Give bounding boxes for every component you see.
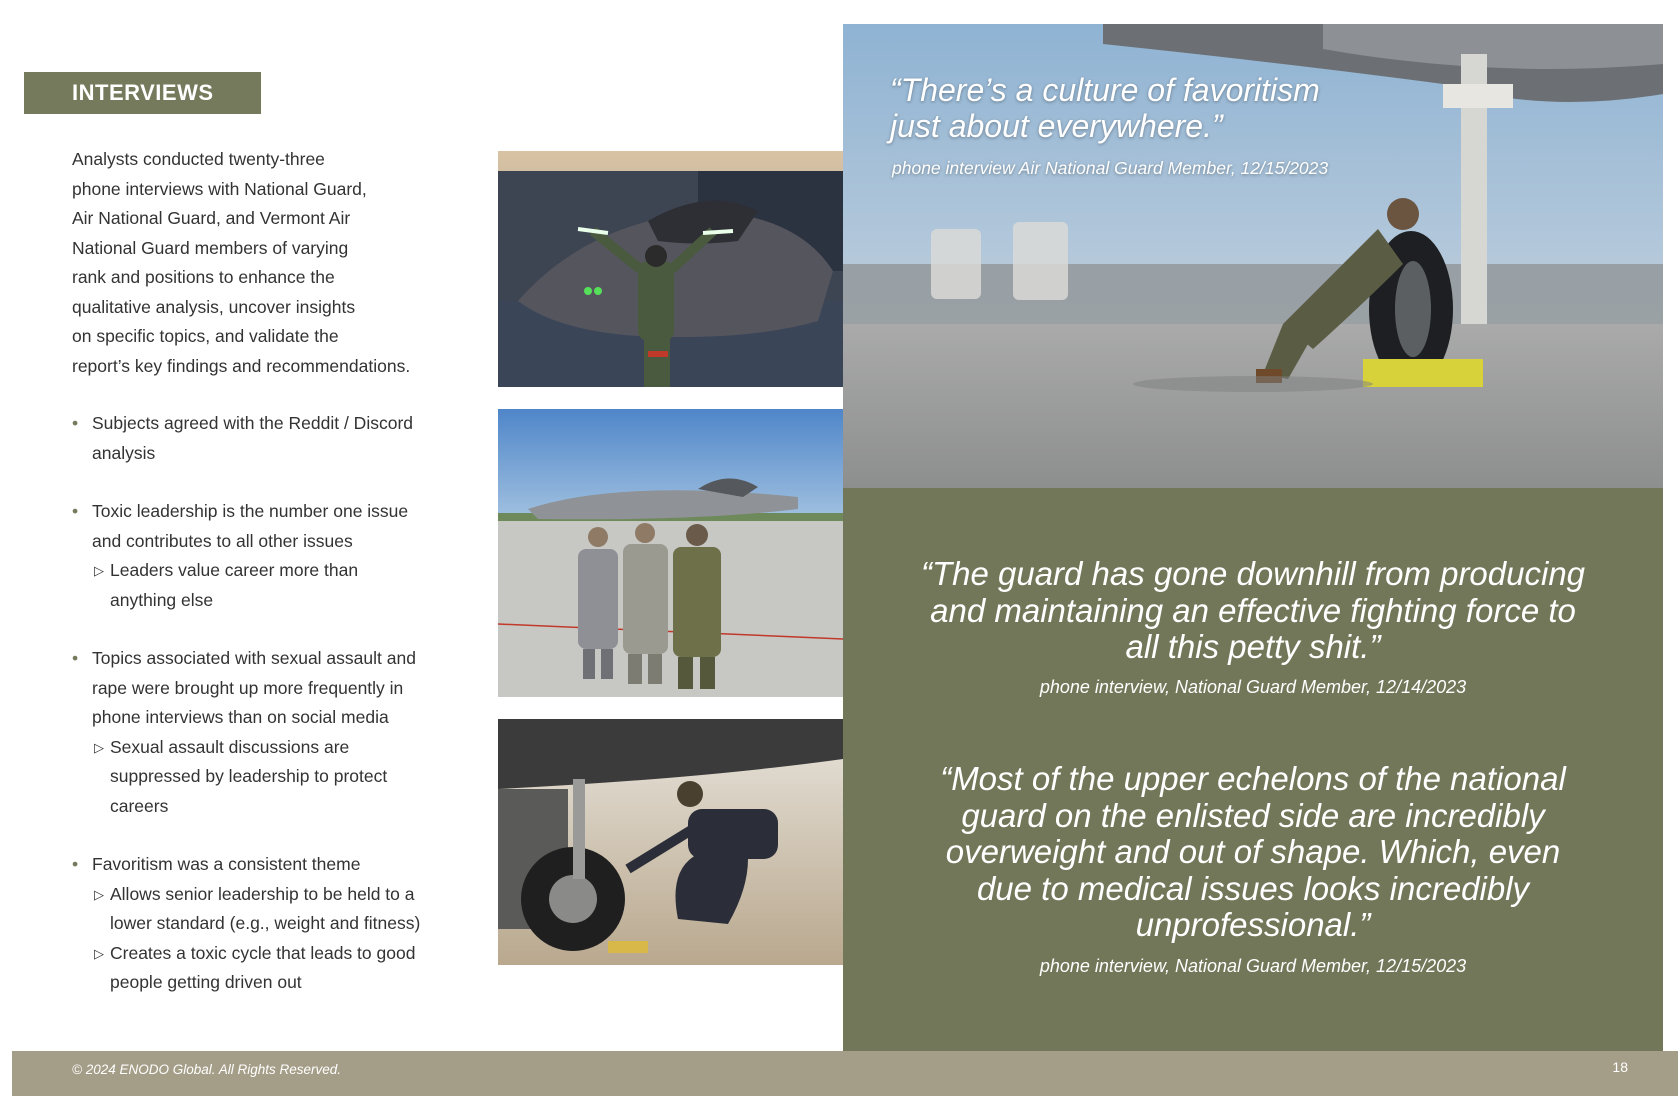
sub-item bbox=[92, 880, 472, 939]
finding-line: Favoritism was a consistent theme bbox=[92, 854, 361, 874]
sub-line: Creates a toxic cycle that leads to good bbox=[110, 942, 416, 963]
intro-line: Analysts conducted twenty-three bbox=[72, 149, 325, 169]
finding-item bbox=[72, 644, 472, 821]
sub-item bbox=[92, 733, 472, 822]
finding-line: rape were brought up more frequently in bbox=[92, 677, 404, 698]
hero-quote-line: just about everywhere.” bbox=[890, 108, 1223, 144]
sub-line: careers bbox=[110, 795, 169, 816]
intro-paragraph bbox=[72, 145, 472, 381]
bullet-dot-icon: • bbox=[72, 648, 79, 668]
quote-attribution: phone interview, National Guard Member, 12/15/2023 bbox=[1039, 956, 1467, 976]
hero-quote-text bbox=[890, 72, 1450, 144]
quote-line: guard on the enlisted side are incredibly bbox=[961, 796, 1545, 834]
quote-line: and maintaining an effective fighting force to bbox=[930, 591, 1576, 629]
page-number: 18 bbox=[1612, 1059, 1628, 1075]
section-title: INTERVIEWS bbox=[24, 72, 261, 114]
triangle-right-icon: ▷ bbox=[94, 563, 104, 578]
sub-line: Sexual assault discussions are bbox=[110, 736, 350, 757]
sub-list bbox=[92, 880, 472, 998]
finding-item bbox=[72, 409, 472, 468]
findings-list bbox=[72, 409, 472, 1027]
quote-line: “The guard has gone downhill from producing bbox=[920, 555, 1586, 592]
quote-line: overweight and out of shape. Which, even bbox=[945, 833, 1561, 870]
three-airmen-on-flightline-photo bbox=[498, 409, 843, 697]
hero-quote-section bbox=[843, 24, 1663, 488]
sub-line: lower standard (e.g., weight and fitness) bbox=[110, 913, 421, 933]
sub-item bbox=[92, 556, 472, 615]
finding-line: and contributes to all other issues bbox=[92, 530, 353, 551]
sub-line: people getting driven out bbox=[110, 972, 302, 992]
intro-line: qualitative analysis, uncover insights bbox=[72, 296, 356, 317]
quote-text bbox=[883, 556, 1623, 666]
quote-attribution: phone interview, National Guard Member, 12/14/2023 bbox=[1039, 677, 1467, 697]
copyright-text: © 2024 ENODO Global. All Rights Reserved. bbox=[72, 1062, 342, 1077]
finding-item bbox=[72, 850, 472, 998]
bullet-dot-icon: • bbox=[72, 413, 79, 433]
hero-quote-attribution: phone interview Air National Guard Member, 12/15/2023 bbox=[892, 158, 1329, 178]
sub-line: Allows senior leadership to be held to a bbox=[110, 883, 415, 904]
finding-line: Toxic leadership is the number one issue bbox=[92, 501, 409, 521]
quote-panel bbox=[843, 488, 1663, 1051]
quote-line: “Most of the upper echelons of the national bbox=[940, 760, 1566, 797]
quote-line: due to medical issues looks incredibly bbox=[976, 869, 1530, 907]
triangle-right-icon: ▷ bbox=[94, 739, 104, 755]
sub-item bbox=[92, 939, 472, 998]
crew-chief-landing-gear-photo bbox=[498, 719, 843, 965]
quote-text bbox=[883, 761, 1623, 944]
intro-line: report’s key findings and recommendations. bbox=[72, 355, 411, 376]
intro-line: Air National Guard, and Vermont Air bbox=[72, 208, 351, 228]
finding-line: phone interviews than on social media bbox=[92, 707, 389, 727]
intro-line: phone interviews with National Guard, bbox=[72, 178, 367, 199]
sub-list bbox=[92, 556, 472, 615]
triangle-right-icon: ▷ bbox=[94, 886, 104, 902]
finding-item bbox=[72, 497, 472, 615]
jet-marshaller-photo bbox=[498, 151, 843, 387]
triangle-right-icon: ▷ bbox=[94, 945, 104, 961]
finding-line: Subjects agreed with the Reddit / Discord bbox=[92, 413, 413, 433]
intro-line: on specific topics, and validate the bbox=[72, 326, 339, 346]
page-footer bbox=[12, 1051, 1678, 1096]
finding-line: analysis bbox=[92, 442, 156, 463]
intro-line: rank and positions to enhance the bbox=[72, 267, 335, 287]
intro-line: National Guard members of varying bbox=[72, 237, 349, 258]
sub-line: Leaders value career more than bbox=[110, 560, 359, 580]
quote-line: all this petty shit.” bbox=[1125, 628, 1381, 665]
sub-list bbox=[92, 733, 472, 822]
bullet-dot-icon: • bbox=[72, 854, 79, 874]
sub-line: suppressed by leadership to protect bbox=[110, 766, 388, 786]
hero-quote-line: “There’s a culture of favoritism bbox=[890, 72, 1320, 108]
bullet-dot-icon: • bbox=[72, 501, 79, 521]
sub-line: anything else bbox=[110, 589, 214, 610]
quote-line: unprofessional.” bbox=[1135, 906, 1371, 943]
finding-line: Topics associated with sexual assault and bbox=[92, 648, 416, 668]
